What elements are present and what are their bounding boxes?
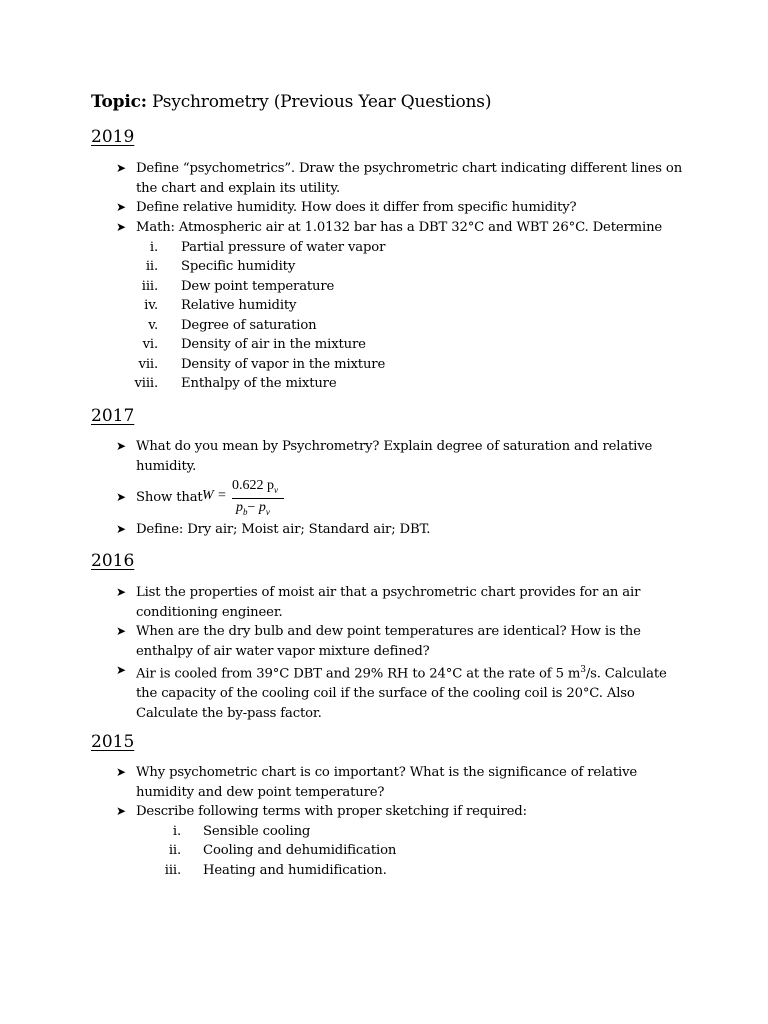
question-2016-2: ➤ When are the dry bulb and dew point temperatures are identical? How is the enthalpy of air water vapor mixture defined? [116,624,641,659]
page-title [91,92,491,112]
year-heading-2015: 2015 [91,732,135,752]
arrow-bullet-icon: ➤ [116,804,126,818]
formula-denominator: $p_b- p_v$ [236,500,270,517]
question-2019-3: ➤ Math: Atmospheric air at 1.0132 bar has a DBT 32°C and WBT 26°C. Determine [116,218,686,238]
arrow-bullet-icon: ➤ [116,624,126,638]
question-2017-3: ➤ Define: Dry air; Moist air; Standard air; DBT. [116,520,686,540]
year-heading-2016: 2016 [91,551,135,571]
question-2019-2: ➤ Define relative humidity. How does it differ from specific humidity? [116,198,686,218]
arrow-bullet-icon: ➤ [116,200,126,214]
question-2017-2: ➤ Show that [116,488,686,508]
question-2015-2: ➤ Describe following terms with proper sketching if required: [116,802,686,822]
arrow-bullet-icon: ➤ [116,490,126,504]
arrow-bullet-icon: ➤ [116,663,126,677]
question-2017-1: ➤ What do you mean by Psychrometry? Explain degree of saturation and relative humidity. [116,439,653,474]
topic-title: Psychrometry (Previous Year Questions) [146,92,492,112]
question-2016-1: ➤ List the properties of moist air that a psychrometric chart provides for an air conditioning engineer. [116,585,641,620]
arrow-bullet-icon: ➤ [116,220,126,234]
topic-label: Topic: [91,92,147,112]
question-2016-3: ➤ Air is cooled from 39°C DBT and 29% RH to 24°C at the rate of 5 $m^3/s$. Calculate the capacity of the cooling coil if the surface of the cooling coil is 20°C. Also Calculate the by-pass factor. [116,663,667,721]
arrow-bullet-icon: ➤ [116,161,126,175]
arrow-bullet-icon: ➤ [116,585,126,599]
question-2015-1: ➤ Why psychometric chart is co important? What is the significance of relative humidity and dew point temperature? [116,765,638,800]
arrow-bullet-icon: ➤ [116,765,126,779]
arrow-bullet-icon: ➤ [116,439,126,453]
question-2019-1: ➤ Define “psychometrics”. Draw the psychrometric chart indicating different lines on the chart and explain its utility. [116,161,683,196]
document-page: Topic: Psychrometry (Previous Year Questions) 2019 ➤ Define “psychometrics”. Draw the psychrometric chart indicating different lines on the chart and explain its utility. ➤ Define relative humidity. How does it differ from specific humidity? ➤ Math: Atmospheric air at 1.0132 bar has a DBT 32°C and WBT 26°C. Determine i. Partial pressure of water vapor ii. Specific humidity iii. Dew point temperature iv. Relative humidity v. Degree of saturation vi. Density of air in the mixture vii. Density of vapor in the mixture viii. Enthalpy of the mixture 2017 ➤ What do you mean by Psychrometry? Explain degree of saturation and relative humidity. ➤ Show that W = 0.622 $p_v$ $p_b- p_v$ ➤ Define: Dry air; Moist air; Standard air; DBT. 2016 ➤ List the properties of moist air that a psychrometric chart provides for an air conditioning engineer. ➤ When are the dry bulb and dew point temperatures are identical? How is the enthalpy of air water vapor mixture defined? ➤ Air is cooled from 39°C DBT and 29% RH to 24°C at the rate of 5 $m^3/s$. Calculate the capacity of the cooling coil if the surface of the cooling coil is 20°C. Also Calculate the by-pass factor. 2015 ➤ Why psychometric chart is co important? What is the significance of relative humidity and dew point temperature? ➤ Describe following terms with proper sketching if required: i. Sensible cooling ii. Cooling and dehumidification iii. Heating and humidification. [0,0,768,1024]
fraction-bar [232,498,284,499]
arrow-bullet-icon: ➤ [116,522,126,536]
formula-numerator: 0.622 $p_v$ [232,478,278,495]
year-heading-2017: 2017 [91,406,135,426]
year-heading-2019: 2019 [91,127,135,147]
